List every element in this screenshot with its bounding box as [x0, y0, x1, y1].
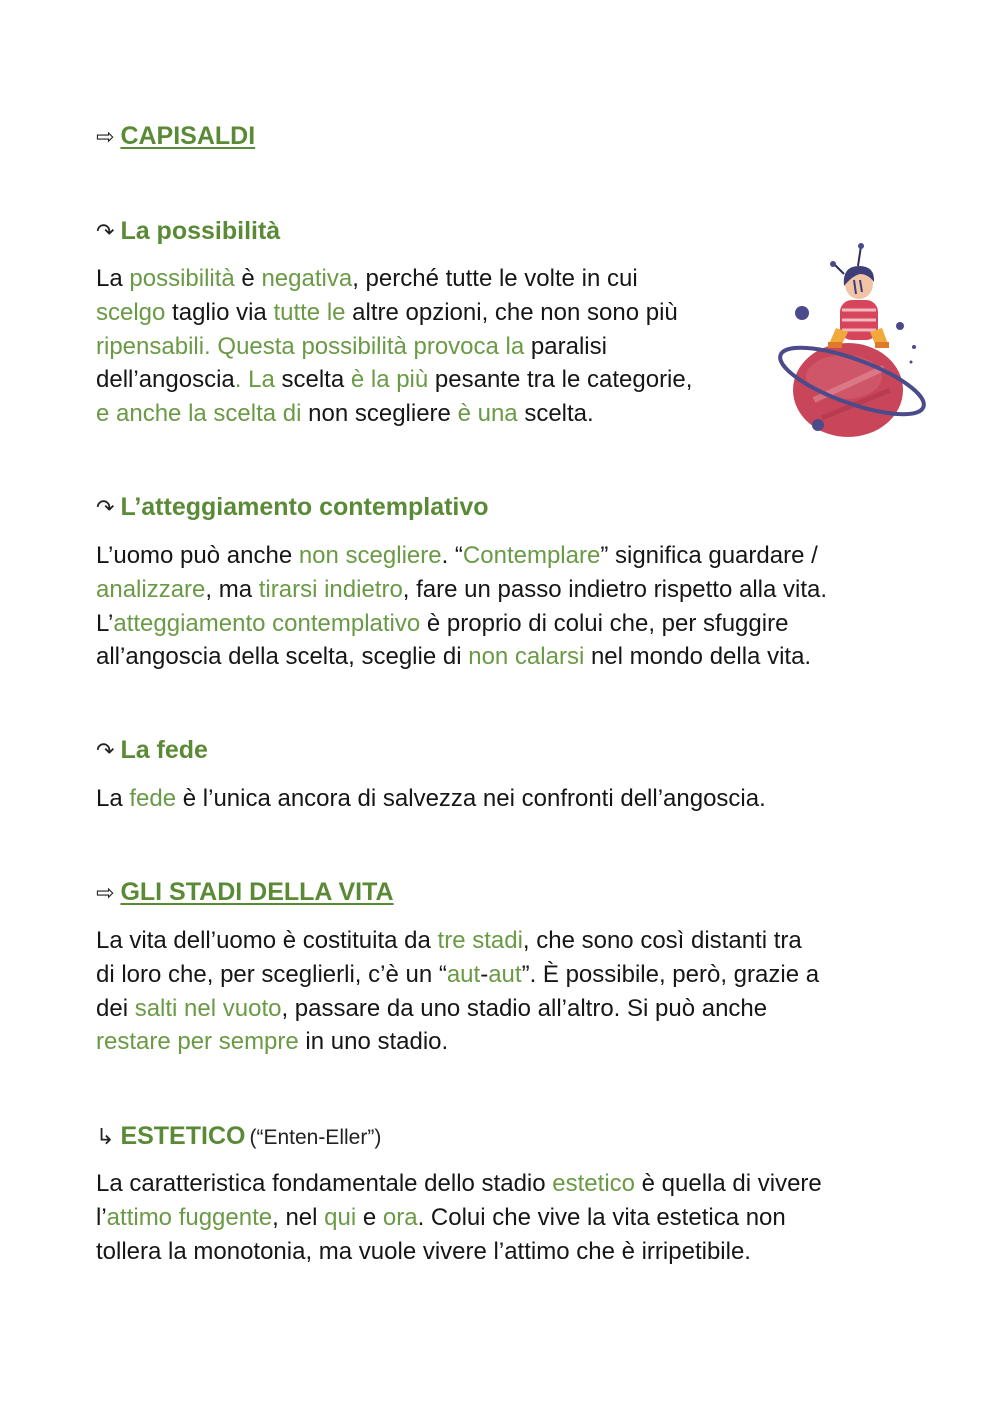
text-segment: , che non sono più: [481, 298, 678, 326]
paragraph-stadi: [96, 924, 819, 1059]
highlighted-term: non scegliere: [298, 542, 442, 569]
text-segment: è quella di vivere: [635, 1170, 822, 1197]
curved-arrow-icon: ↷: [96, 495, 115, 520]
text-segment: La: [96, 785, 130, 812]
highlighted-term: atteggiamento contemplativo: [113, 609, 421, 637]
text-segment: ” significa guardare /: [600, 542, 818, 569]
text-segment: l’: [96, 1203, 107, 1231]
text-segment: scelta: [281, 366, 345, 394]
highlighted-term: fede: [129, 785, 177, 812]
paragraph-possibilita: [96, 262, 692, 431]
text-segment: in uno stadio.: [298, 1028, 449, 1056]
text-segment: ”. È possibile, però, grazie a: [521, 960, 820, 988]
highlighted-term: scelgo: [96, 298, 173, 326]
text-segment: taglio via: [172, 298, 267, 326]
text-segment: L’: [96, 609, 114, 637]
highlighted-term: restare per sempre: [96, 1028, 299, 1056]
text-segment: è proprio di colui che, per sfuggire: [420, 609, 789, 637]
text-segment: , perché tutte le volte in cui: [352, 265, 638, 292]
text-segment: La vita dell’uomo è costituita da: [96, 927, 438, 954]
highlighted-term: possibilità: [129, 265, 235, 292]
text-segment: , fare un passo indietro rispetto alla vita.: [402, 575, 828, 603]
text-segment: scelta: [524, 400, 588, 428]
text-segment: all’angoscia della scelta, sceglie di: [96, 643, 469, 671]
highlighted-term: e anche la scelta di: [96, 400, 309, 428]
text-segment: pesante: [434, 366, 521, 394]
text-segment: La caratteristica fondamentale dello stadio: [96, 1170, 553, 1197]
highlighted-term: qui: [324, 1203, 357, 1231]
text-segment: -: [480, 960, 489, 988]
paragraph-estetico: [96, 1167, 822, 1268]
text-segment: , passare da uno stadio all’altro. Si può anche: [281, 994, 768, 1022]
highlighted-term: salti nel vuoto: [134, 994, 282, 1022]
highlighted-term: tirarsi indietro: [258, 575, 403, 603]
heading-contemplativo: ↷ L’atteggiamento contemplativo: [96, 493, 489, 521]
highlighted-term: analizzare: [96, 575, 206, 603]
text-segment: e: [356, 1203, 383, 1231]
text-segment: , che sono così distanti tra: [522, 927, 802, 954]
arrow-right-icon: ⇨: [96, 124, 115, 149]
text-segment: L’uomo può anche: [96, 542, 299, 569]
text-segment: . “: [441, 542, 463, 569]
text-segment: dei: [96, 994, 135, 1022]
text-segment: tollera la monotonia, ma vuole vivere l’attimo che è irripetibile.: [96, 1237, 751, 1265]
text-segment: , nel: [272, 1203, 325, 1231]
heading-stadi: ⇨ GLI STADI DELLA VITA: [96, 878, 394, 906]
text-segment: La: [96, 265, 130, 292]
heading-possibilita: ↷ La possibilità: [96, 217, 281, 245]
highlighted-term: tutte le: [266, 298, 353, 326]
highlighted-term: è una: [450, 400, 525, 428]
highlighted-term: non calarsi: [468, 643, 585, 671]
paragraph-fede: [96, 782, 766, 816]
highlighted-term: è la più: [344, 366, 435, 394]
text-segment: paralisi: [530, 332, 607, 360]
text-segment: non scegliere: [308, 400, 451, 428]
highlighted-term: estetico: [552, 1170, 635, 1197]
heading-estetico: ↳ ESTETICO (“Enten-Eller”): [96, 1122, 382, 1150]
highlighted-term: ora: [382, 1203, 418, 1231]
text-segment: , ma: [205, 575, 259, 603]
arrow-right-icon: ⇨: [96, 880, 115, 905]
curved-arrow-icon: ↷: [96, 219, 115, 244]
text-segment: .: [587, 400, 594, 428]
return-arrow-icon: ↳: [96, 1124, 115, 1149]
highlighted-term: Contemplare: [462, 542, 601, 569]
highlighted-term: aut: [446, 960, 481, 988]
person-on-planet-illustration: [774, 240, 934, 440]
heading-capisaldi: ⇨ CAPISALDI: [96, 122, 256, 150]
highlighted-term: . La: [234, 366, 282, 394]
text-segment: è: [234, 265, 262, 292]
text-segment: altre opzioni: [352, 298, 482, 326]
highlighted-term: negativa: [261, 265, 353, 292]
text-segment: nel mondo della vita.: [584, 643, 812, 671]
highlighted-term: aut: [488, 960, 522, 988]
paragraph-contemplativo: [96, 539, 827, 674]
highlighted-term: attimo fuggente: [106, 1203, 273, 1231]
highlighted-term: tre stadi: [437, 927, 523, 954]
text-segment: dell’angoscia: [96, 366, 235, 394]
text-segment: è l’unica ancora di salvezza nei confronti dell’angoscia.: [176, 785, 766, 812]
text-segment: . Colui che vive la vita estetica non: [417, 1203, 786, 1231]
text-segment: tra le categorie,: [520, 366, 693, 394]
heading-fede: ↷ La fede: [96, 736, 208, 764]
curved-arrow-icon: ↷: [96, 738, 115, 763]
highlighted-term: ripensabili. Questa possibilità provoca la: [96, 332, 531, 360]
text-segment: di loro che, per sceglierli, c’è un “: [96, 960, 447, 988]
